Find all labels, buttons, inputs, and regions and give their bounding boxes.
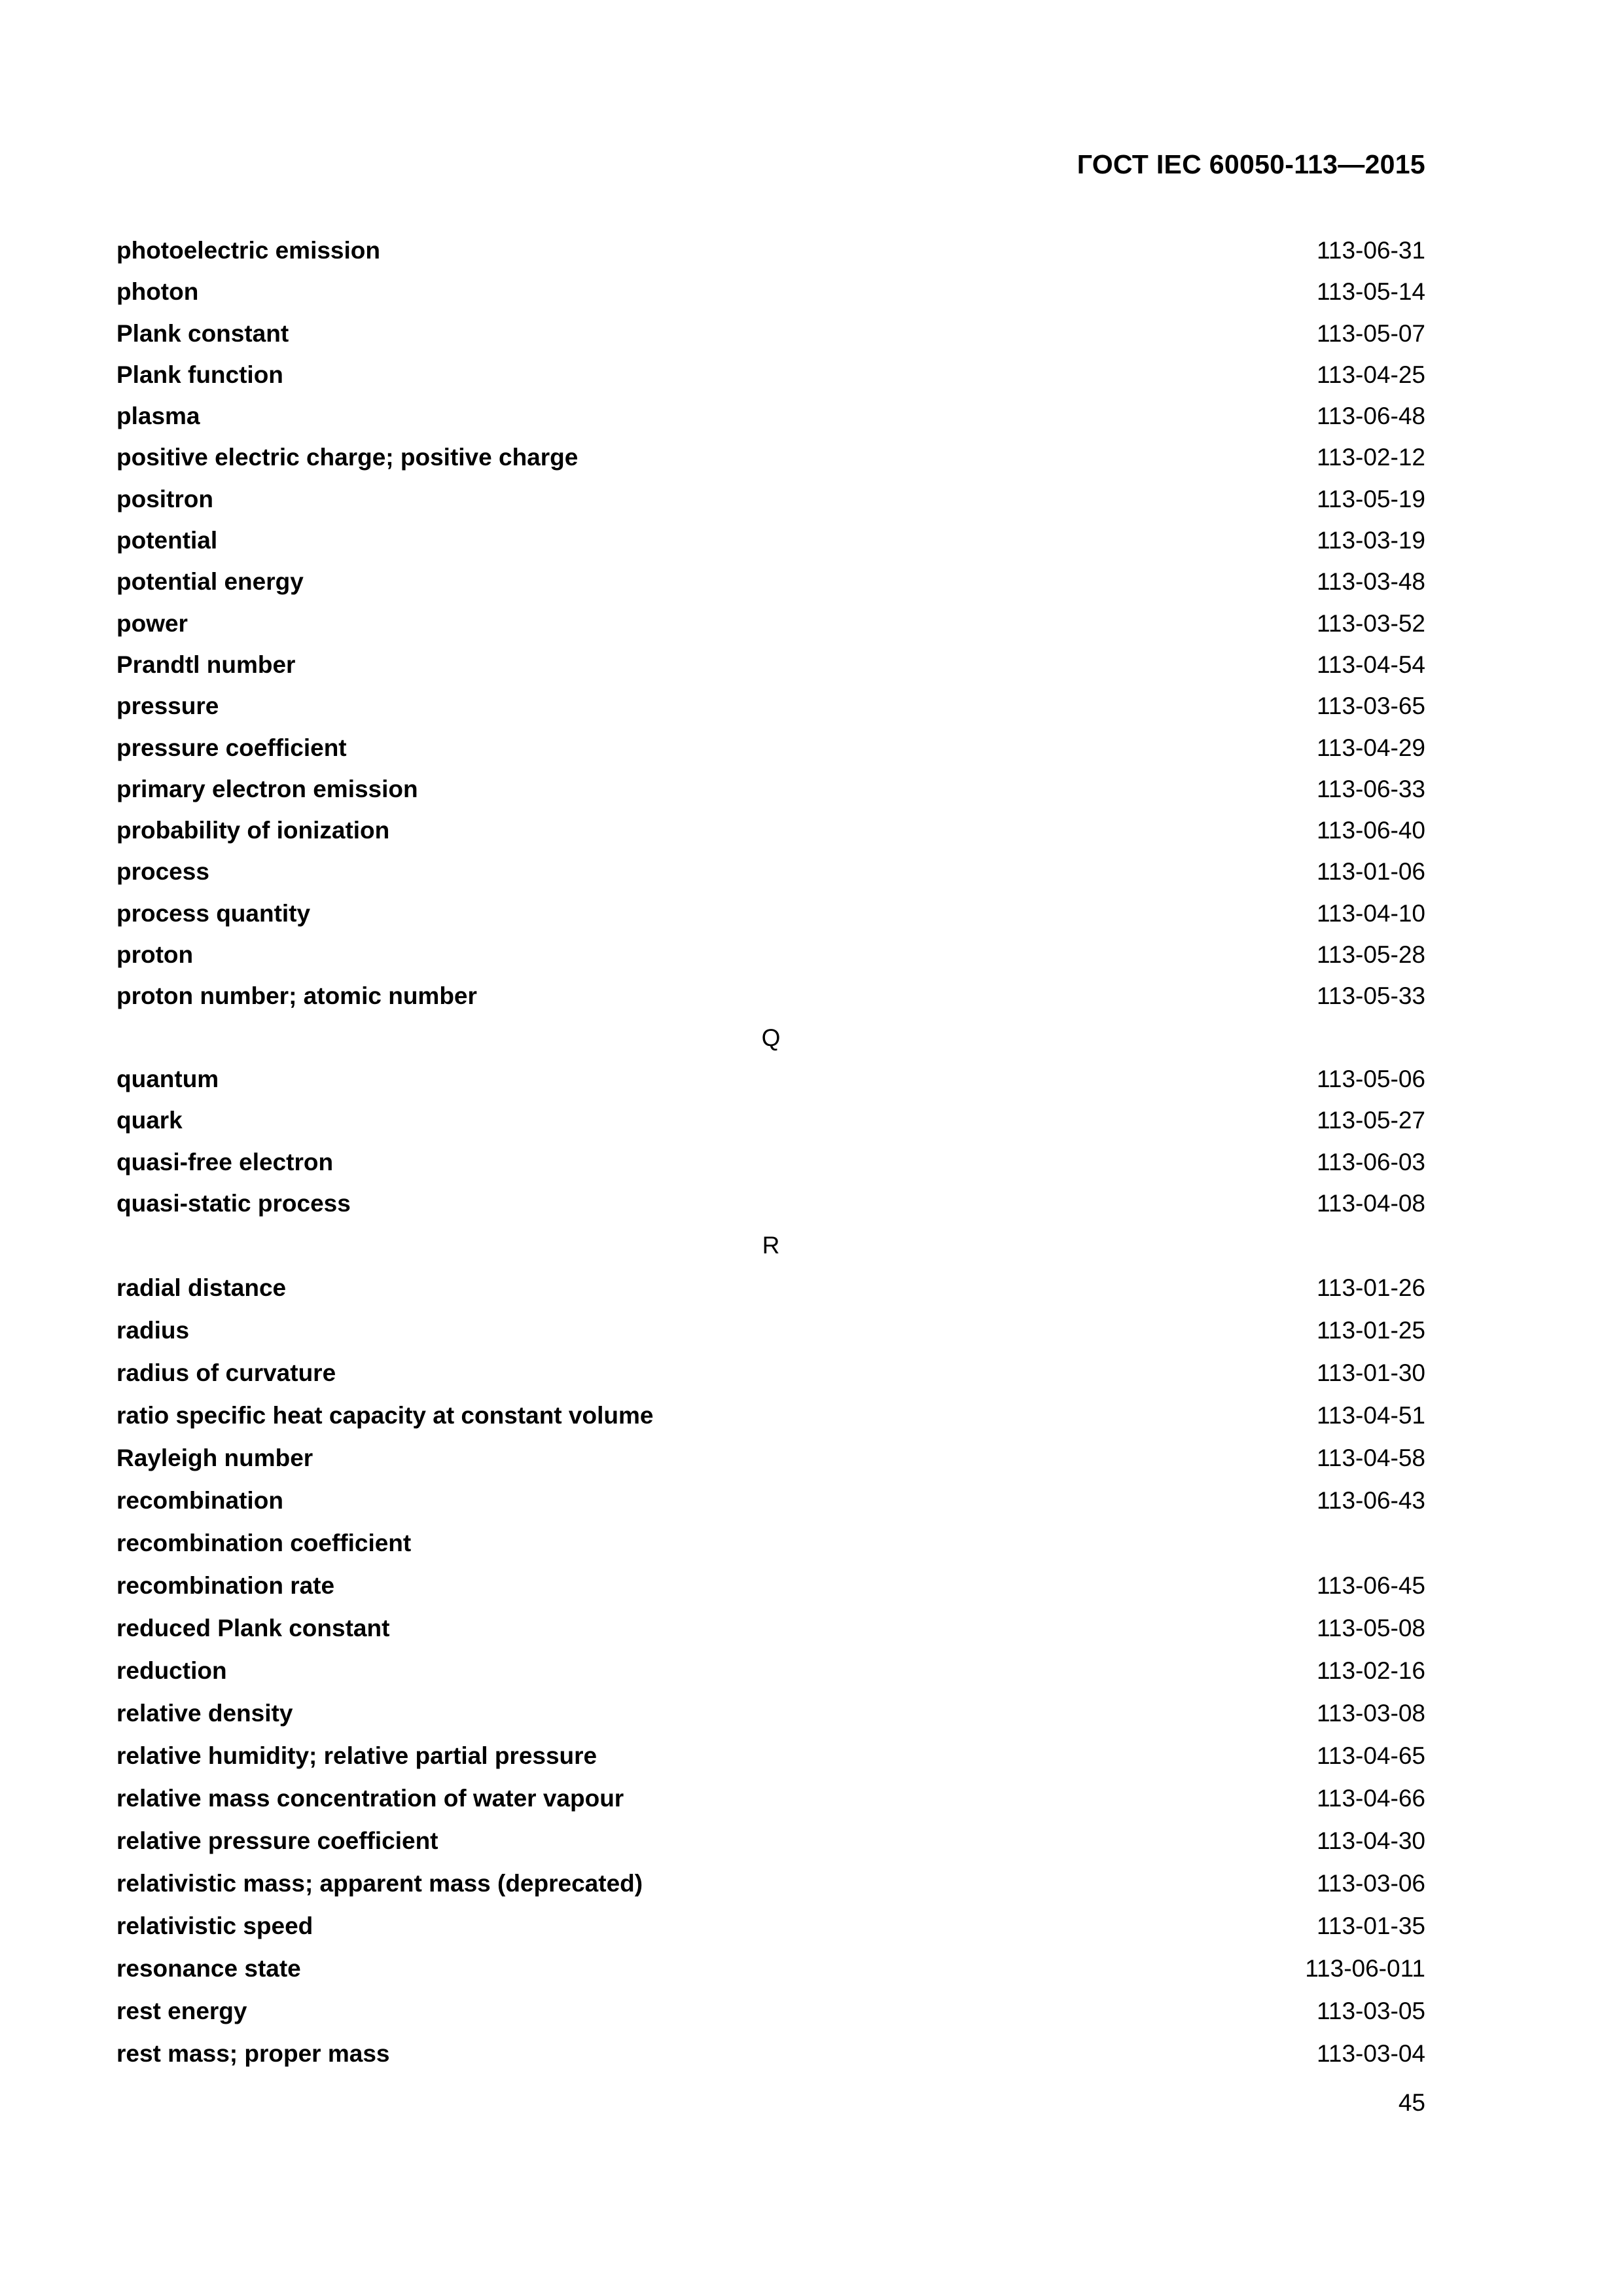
term-reference: 113-01-06 (1317, 858, 1425, 886)
index-entry (116, 727, 1425, 768)
term-label: reduced Plank constant (116, 1615, 390, 1642)
term-label: probability of ionization (116, 817, 390, 844)
index-entry (116, 975, 1425, 1016)
index-entry (116, 1777, 1425, 1820)
index-entry (116, 520, 1425, 561)
term-label: quasi-free electron (116, 1148, 334, 1175)
term-reference: 113-05-14 (1317, 278, 1425, 306)
term-reference: 113-02-12 (1317, 444, 1425, 471)
term-label: potential (116, 527, 218, 554)
term-reference: 113-04-30 (1317, 1827, 1425, 1855)
index-entry (116, 603, 1425, 644)
term-label: relative density (116, 1700, 293, 1727)
index-entry (116, 1734, 1425, 1777)
term-reference: 113-06-03 (1317, 1148, 1425, 1175)
term-reference: 113-05-19 (1317, 485, 1425, 512)
term-label: relative pressure coefficient (116, 1827, 438, 1855)
index-entry (116, 1862, 1425, 1905)
index-entry (116, 1649, 1425, 1692)
index-entry (116, 1947, 1425, 1990)
term-reference: 113-03-05 (1317, 1998, 1425, 2025)
term-label: quark (116, 1107, 183, 1134)
section-letter: Q (761, 1024, 781, 1051)
term-reference: 113-04-66 (1317, 1785, 1425, 1812)
index-entry (116, 1100, 1425, 1141)
term-reference: 113-03-52 (1317, 609, 1425, 637)
section-letter: R (762, 1232, 780, 1259)
index-entry (116, 1607, 1425, 1649)
term-label: reduction (116, 1657, 227, 1685)
term-label: proton number; atomic number (116, 982, 477, 1010)
term-label: quasi-static process (116, 1189, 351, 1217)
term-label: positive electric charge; positive charge (116, 444, 579, 471)
term-label: radius of curvature (116, 1359, 336, 1387)
index-entry (116, 1309, 1425, 1352)
term-label: Prandtl number (116, 651, 296, 678)
term-label: relative humidity; relative partial pressure (116, 1742, 597, 1770)
term-reference: 113-05-08 (1317, 1615, 1425, 1642)
term-reference: 113-05-06 (1317, 1065, 1425, 1092)
term-reference: 113-01-25 (1317, 1317, 1425, 1344)
term-reference: 113-06-011 (1305, 1955, 1425, 1982)
term-reference: 113-04-08 (1317, 1189, 1425, 1217)
term-label: potential energy (116, 568, 304, 596)
index-entry (116, 271, 1425, 312)
term-label: photon (116, 278, 199, 306)
term-label: recombination coefficient (116, 1530, 412, 1557)
term-label: positron (116, 485, 213, 512)
term-reference: 113-06-40 (1317, 817, 1425, 844)
term-label: radial distance (116, 1274, 287, 1302)
term-label: proton (116, 941, 194, 969)
index-entry (116, 561, 1425, 602)
term-reference: 113-05-07 (1317, 319, 1425, 347)
term-reference: 113-06-43 (1317, 1487, 1425, 1515)
term-reference: 113-03-65 (1317, 692, 1425, 720)
term-label: radius (116, 1317, 190, 1344)
term-label: quantum (116, 1065, 219, 1092)
term-label: power (116, 609, 188, 637)
term-index (116, 230, 1425, 2075)
index-entry (116, 1820, 1425, 1862)
index-entry (116, 1522, 1425, 1564)
index-entry (116, 478, 1425, 520)
index-entry (116, 934, 1425, 975)
term-reference: 113-02-16 (1317, 1657, 1425, 1685)
term-reference: 113-03-08 (1317, 1700, 1425, 1727)
term-label: relative mass concentration of water vapour (116, 1785, 624, 1812)
term-reference: 113-03-19 (1317, 527, 1425, 554)
term-reference: 113-04-58 (1317, 1444, 1425, 1472)
index-entry (116, 1692, 1425, 1734)
index-entry (116, 1990, 1425, 2032)
index-entry (116, 1058, 1425, 1100)
index-entry (116, 313, 1425, 354)
term-reference: 113-06-48 (1317, 403, 1425, 430)
term-label: rest energy (116, 1998, 247, 2025)
term-label: photoelectric emission (116, 237, 380, 264)
term-reference: 113-01-26 (1317, 1274, 1425, 1302)
index-entry (116, 230, 1425, 271)
term-reference: 113-06-45 (1317, 1572, 1425, 1600)
index-entry (116, 1905, 1425, 1947)
term-label: Plank constant (116, 319, 289, 347)
term-reference: 113-04-65 (1317, 1742, 1425, 1770)
term-label: Plank function (116, 361, 283, 388)
term-label: pressure (116, 692, 219, 720)
index-entry (116, 810, 1425, 851)
page-number: 45 (1398, 2089, 1425, 2116)
letter-divider (116, 1017, 1425, 1058)
index-entry (116, 437, 1425, 478)
index-entry (116, 395, 1425, 437)
term-label: ratio specific heat capacity at constant volume (116, 1402, 654, 1429)
index-entry (116, 893, 1425, 934)
term-label: primary electron emission (116, 775, 418, 802)
index-entry (116, 1394, 1425, 1437)
index-entry (116, 2032, 1425, 2075)
term-reference: 113-01-35 (1317, 1912, 1425, 1940)
term-label: recombination rate (116, 1572, 335, 1600)
term-label: resonance state (116, 1955, 301, 1982)
term-label: process (116, 858, 209, 886)
term-reference: 113-06-31 (1317, 237, 1425, 264)
term-reference: 113-01-30 (1317, 1359, 1425, 1387)
term-reference: 113-03-06 (1317, 1870, 1425, 1897)
term-reference: 113-04-51 (1317, 1402, 1425, 1429)
term-label: recombination (116, 1487, 283, 1515)
term-label: pressure coefficient (116, 734, 347, 761)
term-label: relativistic speed (116, 1912, 313, 1940)
index-entry (116, 1479, 1425, 1522)
term-label: relativistic mass; apparent mass (deprecated) (116, 1870, 643, 1897)
index-entry (116, 768, 1425, 810)
index-entry (116, 354, 1425, 395)
index-entry (116, 1183, 1425, 1224)
term-reference: 113-03-04 (1317, 2040, 1425, 2068)
index-entry (116, 1266, 1425, 1309)
letter-divider (116, 1224, 1425, 1266)
term-reference: 113-03-48 (1317, 568, 1425, 596)
index-entry (116, 685, 1425, 726)
term-label: rest mass; proper mass (116, 2040, 390, 2068)
document-title: ГОСТ IEC 60050-113—2015 (1077, 149, 1425, 179)
index-entry (116, 1564, 1425, 1607)
index-entry (116, 644, 1425, 685)
index-entry (116, 851, 1425, 892)
term-reference: 113-05-28 (1317, 941, 1425, 969)
index-entry (116, 1141, 1425, 1183)
term-reference: 113-04-10 (1317, 899, 1425, 927)
term-reference: 113-04-29 (1317, 734, 1425, 761)
term-reference: 113-04-54 (1317, 651, 1425, 678)
term-label: Rayleigh number (116, 1444, 313, 1472)
term-reference: 113-05-27 (1317, 1107, 1425, 1134)
term-label: plasma (116, 403, 200, 430)
term-reference: 113-04-25 (1317, 361, 1425, 388)
term-label: process quantity (116, 899, 311, 927)
term-reference: 113-05-33 (1317, 982, 1425, 1010)
index-entry (116, 1352, 1425, 1394)
index-entry (116, 1437, 1425, 1479)
term-reference: 113-06-33 (1317, 775, 1425, 802)
